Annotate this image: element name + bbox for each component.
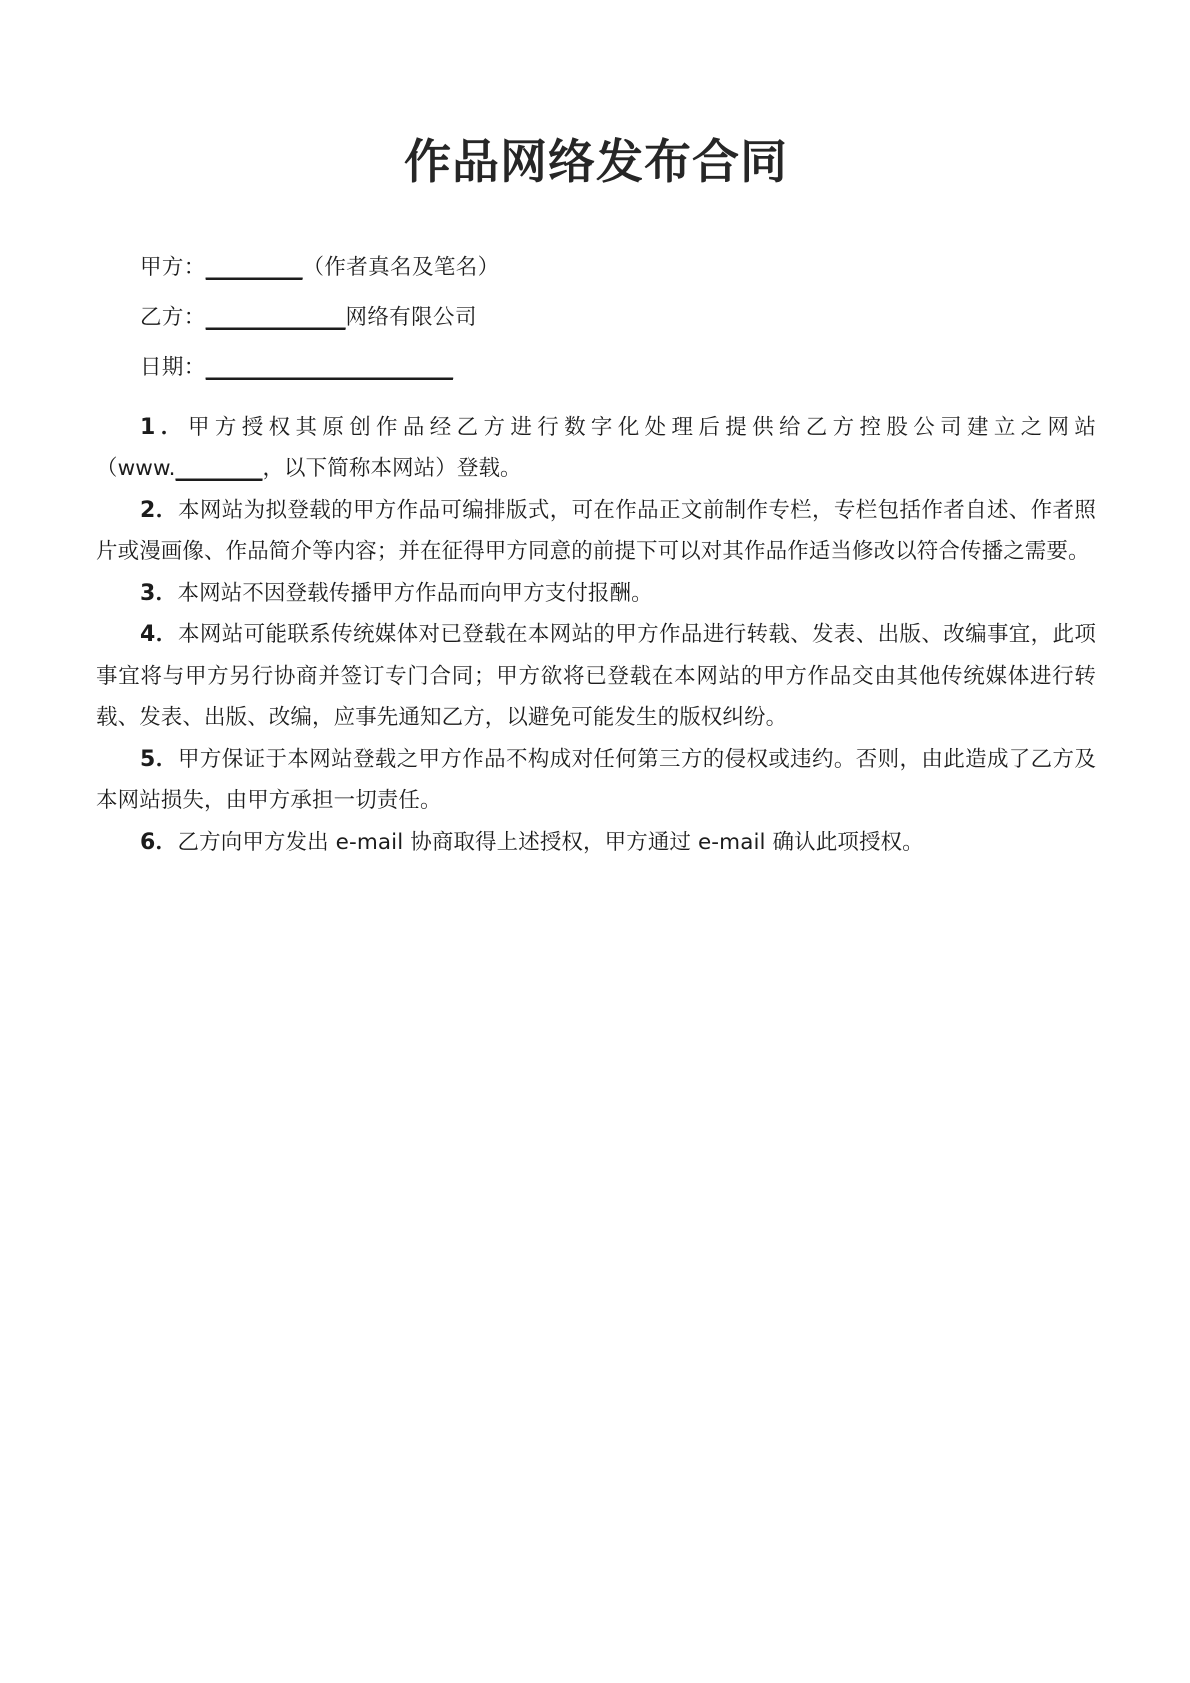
clause-text-4: 本网站可能联系传统媒体对已登载在本网站的甲方作品进行转载、发表、出版、改编事宜，此项事宜将与甲方另行协商并签订专门合同；甲方欲将已登载在本网站的甲方作品交由其他传统媒体进行转载、发表、出版、改编，应事先通知乙方，以避免可能发生的版权纠纷。 xyxy=(96,622,1096,731)
date-field-line xyxy=(96,351,1096,385)
clause-text-1-continued: ，以下简称本网站）登载。 xyxy=(262,456,522,482)
clause-text-6: 乙方向甲方发出 e-mail 协商取得上述授权，甲方通过 e-mail 确认此项授权。 xyxy=(177,829,924,855)
date-label: 日期： xyxy=(140,354,206,380)
clause-item-1 xyxy=(96,407,1096,490)
clause-number-5: 5． xyxy=(140,746,179,772)
date-blank[interactable]: _______________________ xyxy=(205,354,453,380)
document-content xyxy=(96,0,1096,863)
clause-item-5 xyxy=(96,739,1096,822)
party-a-label: 甲方： xyxy=(140,254,206,280)
clause-number-4: 4． xyxy=(140,622,179,648)
party-b-label: 乙方： xyxy=(140,304,206,330)
party-b-suffix: 网络有限公司 xyxy=(345,304,477,330)
clause-text-5: 甲方保证于本网站登载之甲方作品不构成对任何第三方的侵权或违约。否则，由此造成了乙方及本网站损失，由甲方承担一切责任。 xyxy=(96,746,1096,814)
clause-item-4 xyxy=(96,614,1096,739)
party-a-field-line xyxy=(96,251,1096,285)
party-a-suffix: （作者真名及笔名） xyxy=(302,254,500,280)
document-body xyxy=(96,251,1096,864)
clause-number-6: 6． xyxy=(140,829,178,855)
clause-number-2: 2． xyxy=(140,497,179,523)
party-b-blank[interactable]: _____________ xyxy=(205,304,346,330)
clause-number-3: 3． xyxy=(140,580,178,606)
clause-1-blank[interactable]: ________ xyxy=(175,456,263,482)
party-a-blank[interactable]: _________ xyxy=(205,254,303,280)
page-title: 作品网络发布合同 xyxy=(404,135,788,190)
clause-text-3: 本网站不因登载传播甲方作品而向甲方支付报酬。 xyxy=(177,580,653,606)
party-b-field-line xyxy=(96,301,1096,335)
clause-item-2 xyxy=(96,490,1096,573)
clause-item-6 xyxy=(96,822,1096,864)
clause-text-2: 本网站为拟登载的甲方作品可编排版式，可在作品正文前制作专栏，专栏包括作者自述、作者照片或漫画像、作品简介等内容；并在征得甲方同意的前提下可以对其作品作适当修改以符合传播之需要。 xyxy=(96,497,1096,565)
clause-number-1: 1． xyxy=(140,414,189,440)
clause-text-1: 甲方授权其原创作品经乙方进行数字化处理后提供给乙方控股公司建立之网站（www. xyxy=(96,414,1096,482)
clause-item-3 xyxy=(96,573,1096,615)
